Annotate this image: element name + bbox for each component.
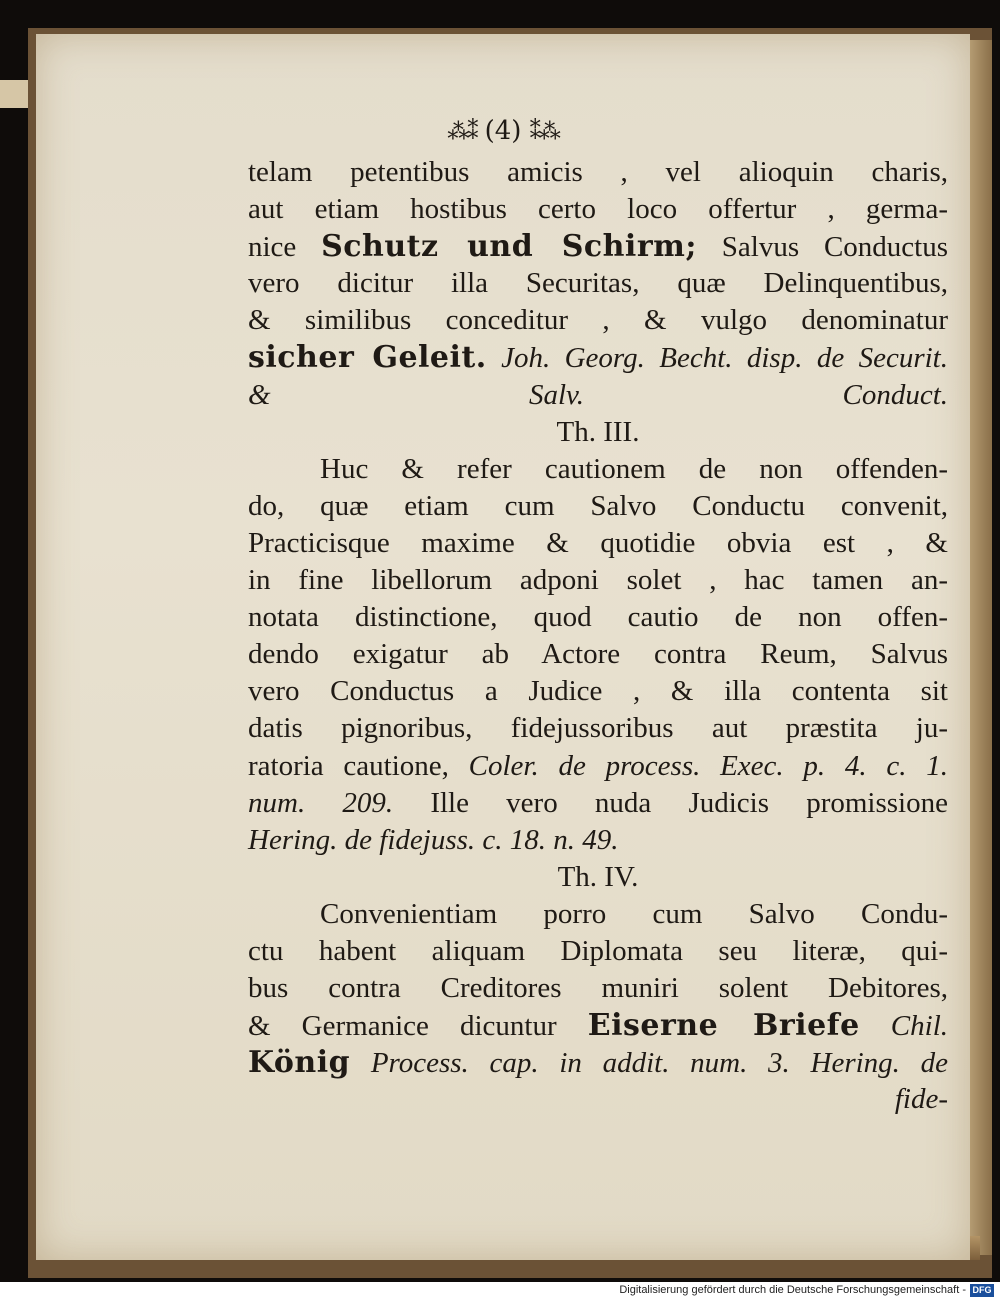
footer-credit: Digitalisierung gefördert durch die Deutsche Forschungsgemeinschaft - xyxy=(619,1284,966,1296)
text-line xyxy=(248,748,948,785)
text-segment: datis pignoribus, fidejussoribus aut præstita ju- xyxy=(248,712,948,745)
text-segment: aut etiam hostibus certo loco offertur , germa- xyxy=(248,193,948,226)
text-segment: do, quæ etiam cum Salvo Conductu convenit, xyxy=(248,489,948,522)
book-page xyxy=(36,34,970,1260)
italic-citation: & Salv. Conduct. xyxy=(248,378,948,411)
text-line xyxy=(248,377,948,414)
text-line xyxy=(248,822,948,859)
page-marker-tab xyxy=(0,80,30,108)
text-line xyxy=(248,228,948,265)
text-segment: vero dicitur illa Securitas, quæ Delinquentibus, xyxy=(248,267,948,300)
text-segment: & similibus conceditur , & vulgo denominatur xyxy=(248,304,948,337)
section-heading xyxy=(248,859,948,896)
italic-citation: Joh. Georg. Becht. disp. de Securit. xyxy=(486,342,948,375)
text-segment: Practicisque maxime & quotidie obvia est , & xyxy=(248,526,948,559)
text-segment: Ille vero nuda Judicis promissione xyxy=(393,786,948,819)
text-line xyxy=(248,1081,948,1118)
section-heading xyxy=(248,414,948,451)
text-segment: bus contra Creditores muniri solent Debitores, xyxy=(248,972,948,1005)
text-segment: & Germanice dicuntur xyxy=(248,1010,588,1043)
text-segment: in fine libellorum adponi solet , hac tamen an- xyxy=(248,564,948,597)
running-head xyxy=(36,116,970,146)
right-ornament: ⁑⁂ xyxy=(529,120,559,145)
text-segment: Huc & refer cautionem de non offenden- xyxy=(320,452,948,485)
text-line xyxy=(248,933,948,970)
text-line xyxy=(248,191,948,228)
body-text xyxy=(248,154,948,1118)
text-segment: Th. IV. xyxy=(557,860,639,893)
text-line xyxy=(248,302,948,339)
text-segment: Salvus Conductus xyxy=(696,231,948,264)
text-segment: ratoria cautione, xyxy=(248,749,469,782)
text-line xyxy=(248,488,948,525)
text-segment: telam petentibus amicis , vel alioquin charis, xyxy=(248,156,948,188)
page-edge-right xyxy=(970,40,992,1255)
text-segment: dendo exigatur ab Actore contra Reum, Salvus xyxy=(248,638,948,671)
italic-citation: Chil. xyxy=(859,1010,948,1043)
italic-citation: Hering. de fidejuss. c. 18. n. 49. xyxy=(248,823,619,856)
text-line xyxy=(248,673,948,710)
italic-citation: Coler. de process. Exec. p. 4. c. 1. xyxy=(468,749,948,782)
text-segment: Convenientiam porro cum Salvo Condu- xyxy=(320,897,948,930)
text-line xyxy=(248,562,948,599)
text-line xyxy=(248,636,948,673)
page-number: (4) xyxy=(484,116,522,146)
text-line xyxy=(248,710,948,747)
text-line xyxy=(248,451,948,488)
italic-citation: Process. cap. in addit. num. 3. Hering. de xyxy=(350,1047,948,1080)
blackletter-text: Schutz und Schirm; xyxy=(321,229,697,265)
blackletter-text: sicher Geleit. xyxy=(248,340,487,376)
text-line xyxy=(248,265,948,302)
text-line xyxy=(248,1044,948,1081)
text-segment: ctu habent aliquam Diplomata seu literæ, qui- xyxy=(248,934,948,967)
text-line xyxy=(248,970,948,1007)
blackletter-text: Eiserne Briefe xyxy=(587,1008,860,1044)
dfg-logo: DFG xyxy=(970,1284,994,1297)
text-segment: vero Conductus a Judice , & illa contenta sit xyxy=(248,675,948,708)
text-line xyxy=(248,339,948,376)
text-line xyxy=(248,525,948,562)
text-segment: nice xyxy=(248,231,322,264)
text-line xyxy=(248,896,948,933)
text-line xyxy=(248,1007,948,1044)
italic-citation: fide- xyxy=(894,1083,948,1116)
text-line xyxy=(248,785,948,822)
text-segment: notata distinctione, quod cautio de non offen- xyxy=(248,601,948,634)
italic-citation: num. 209. xyxy=(248,786,394,819)
text-line xyxy=(248,154,948,191)
left-ornament: ⁂⁑ xyxy=(447,120,477,145)
blackletter-text: König xyxy=(248,1045,351,1081)
text-segment: Th. III. xyxy=(556,415,640,448)
text-line xyxy=(248,599,948,636)
